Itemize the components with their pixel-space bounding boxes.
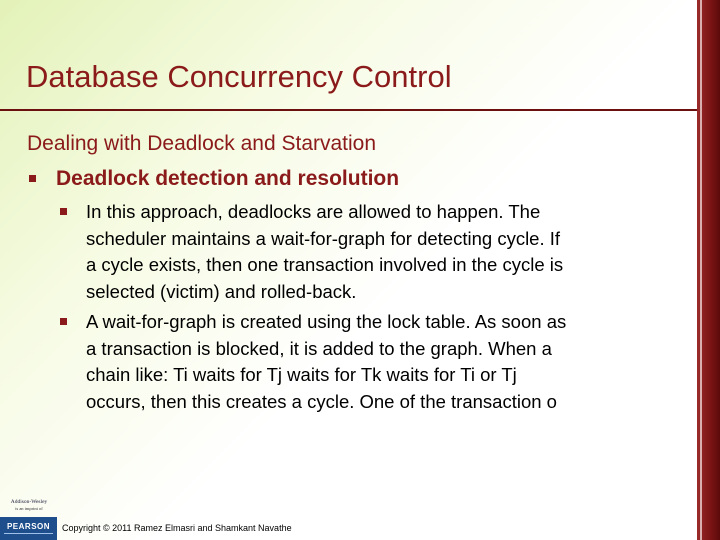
bullet-line: chain like: Ti waits for Tj waits for Tk waits for Ti or Tj [86, 364, 517, 385]
publisher-imprint: is an imprint of [15, 506, 43, 511]
pearson-logo-text: PEARSON [6, 522, 51, 531]
bullet-line: occurs, then this creates a cycle. One of the transaction o [86, 390, 557, 412]
right-bar-highlight [700, 0, 702, 540]
bullet-level2-2 [86, 309, 686, 415]
bullet-line: In this approach, deadlocks are allowed to happen. The [86, 201, 541, 222]
publisher-logo [0, 497, 58, 540]
publisher-name: Addison-Wesley [10, 499, 48, 505]
copyright-footer: Copyright © 2011 Ramez Elmasri and Shamkant Navathe [62, 523, 292, 533]
bullet-square-icon [60, 208, 67, 215]
bullet-line: scheduler maintains a wait-for-graph for detecting cycle. If [86, 227, 561, 249]
bullet-line: a transaction is blocked, it is added to the graph. When a [86, 337, 552, 359]
bullet-line: A wait-for-graph is created using the lock table. As soon as [86, 311, 567, 332]
bullet-level2-1 [86, 199, 686, 305]
bullet-line: selected (victim) and rolled-back. [86, 280, 357, 302]
title-divider [0, 109, 697, 111]
slide-subtitle: Dealing with Deadlock and Starvation [27, 132, 377, 155]
pearson-logo-box [0, 517, 57, 540]
logo-underline [4, 533, 53, 534]
bullet-square-icon [60, 318, 67, 325]
bullet-level1: Deadlock detection and resolution [56, 167, 400, 190]
slide-title: Database Concurrency Control [26, 59, 452, 94]
right-accent-bar [697, 0, 720, 540]
bullet-line: a cycle exists, then one transaction involved in the cycle is [86, 254, 564, 275]
bullet-square-icon [29, 175, 36, 182]
